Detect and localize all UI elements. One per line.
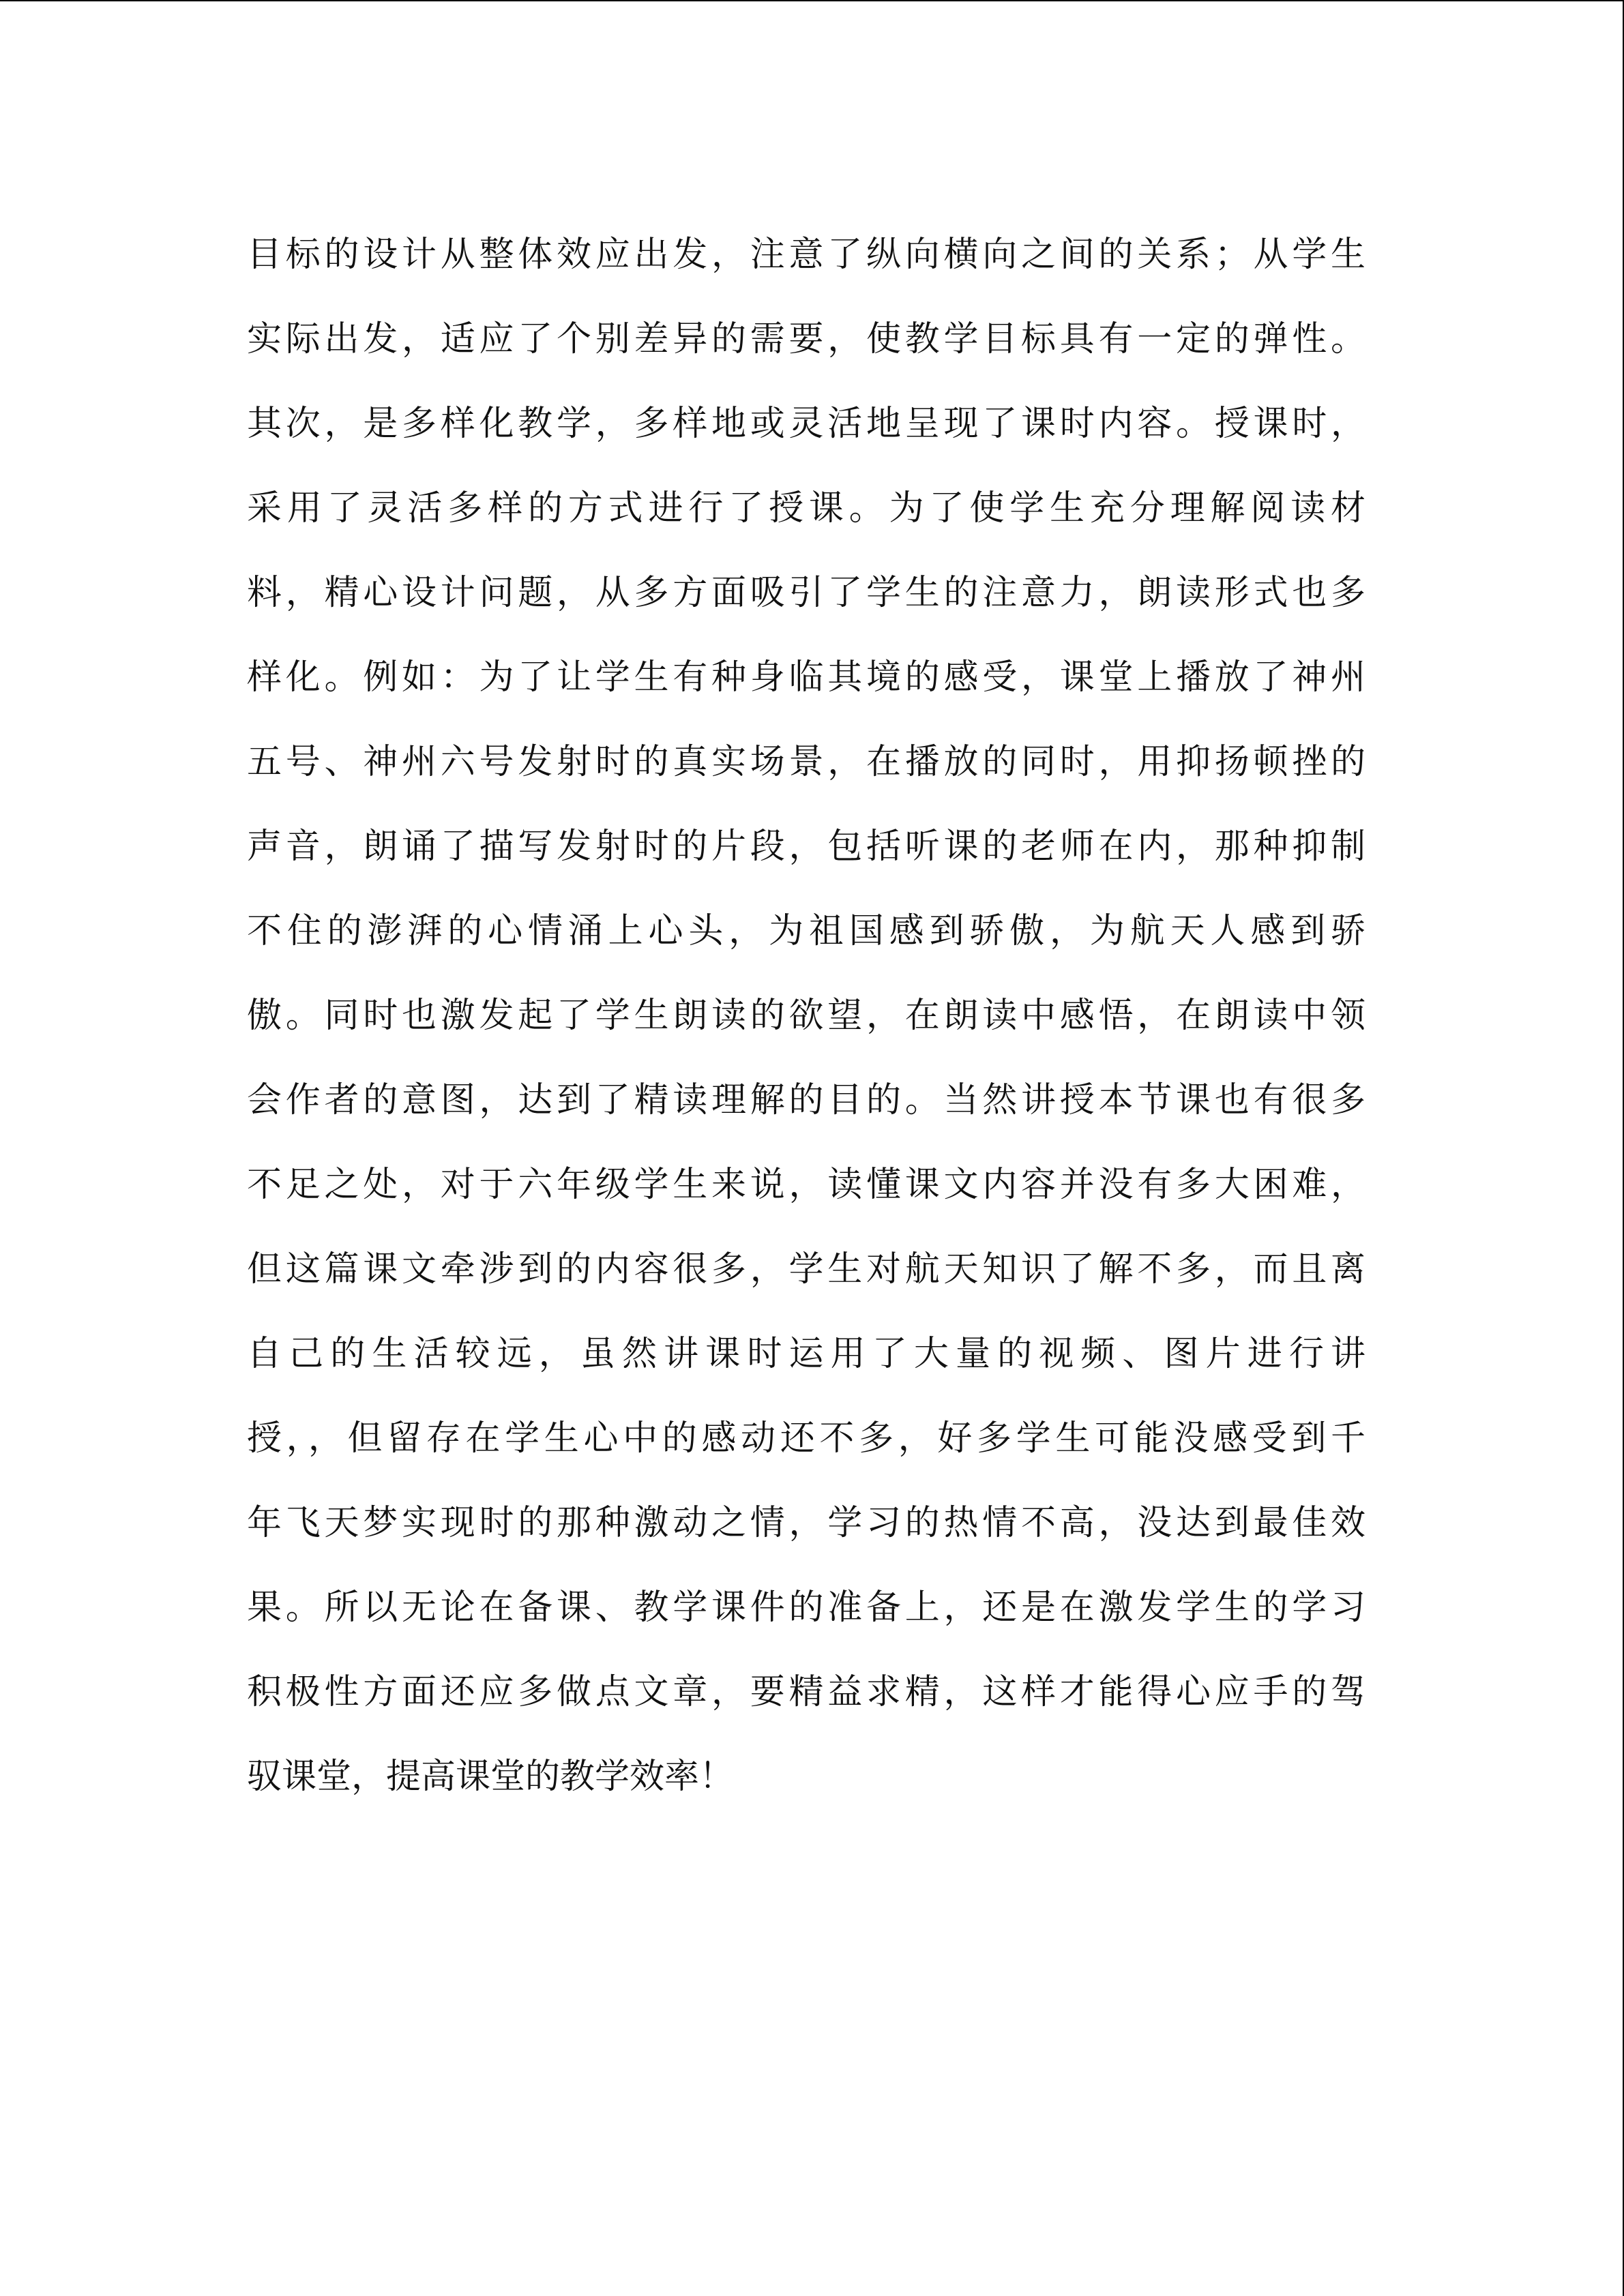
text-line: 其次，是多样化教学，多样地或灵活地呈现了课时内容。授课时， <box>247 404 1365 444</box>
text-line: 驭课堂，提高课堂的教学效率！ <box>247 1757 735 1797</box>
body-paragraph <box>247 213 1365 1819</box>
text-line: 会作者的意图，达到了精读理解的目的。当然讲授本节课也有很多 <box>247 1080 1365 1120</box>
text-line: 五号、神州六号发射时的真实场景，在播放的同时，用抑扬顿挫的 <box>247 742 1365 782</box>
text-line: 自己的生活较远，虽然讲课时运用了大量的视频、图片进行讲 <box>247 1334 1365 1374</box>
text-line: 年飞天梦实现时的那种激动之情，学习的热情不高，没达到最佳效 <box>247 1503 1365 1543</box>
text-line: 但这篇课文牵涉到的内容很多，学生对航天知识了解不多，而且离 <box>247 1249 1365 1289</box>
text-line: 积极性方面还应多做点文章，要精益求精，这样才能得心应手的驾 <box>247 1672 1365 1712</box>
text-line: 料，精心设计问题，从多方面吸引了学生的注意力，朗读形式也多 <box>247 573 1365 613</box>
text-line: 授，，但留存在学生心中的感动还不多，好多学生可能没感受到千 <box>247 1418 1365 1459</box>
text-line: 样化。例如：为了让学生有种身临其境的感受，课堂上播放了神州 <box>247 657 1365 698</box>
text-line: 不足之处，对于六年级学生来说，读懂课文内容并没有多大困难， <box>247 1165 1365 1205</box>
text-line: 实际出发，适应了个别差异的需要，使教学目标具有一定的弹性。 <box>247 319 1365 359</box>
text-line: 不住的澎湃的心情涌上心头，为祖国感到骄傲，为航天人感到骄 <box>247 911 1365 951</box>
text-line: 采用了灵活多样的方式进行了授课。为了使学生充分理解阅读材 <box>247 488 1365 528</box>
text-line: 果。所以无论在备课、教学课件的准备上，还是在激发学生的学习 <box>247 1587 1365 1628</box>
text-line: 声音，朗诵了描写发射时的片段，包括听课的老师在内，那种抑制 <box>247 826 1365 867</box>
text-line: 目标的设计从整体效应出发，注意了纵向横向之间的关系；从学生 <box>247 235 1365 275</box>
text-line: 傲。同时也激发起了学生朗读的欲望，在朗读中感悟，在朗读中领 <box>247 996 1365 1036</box>
